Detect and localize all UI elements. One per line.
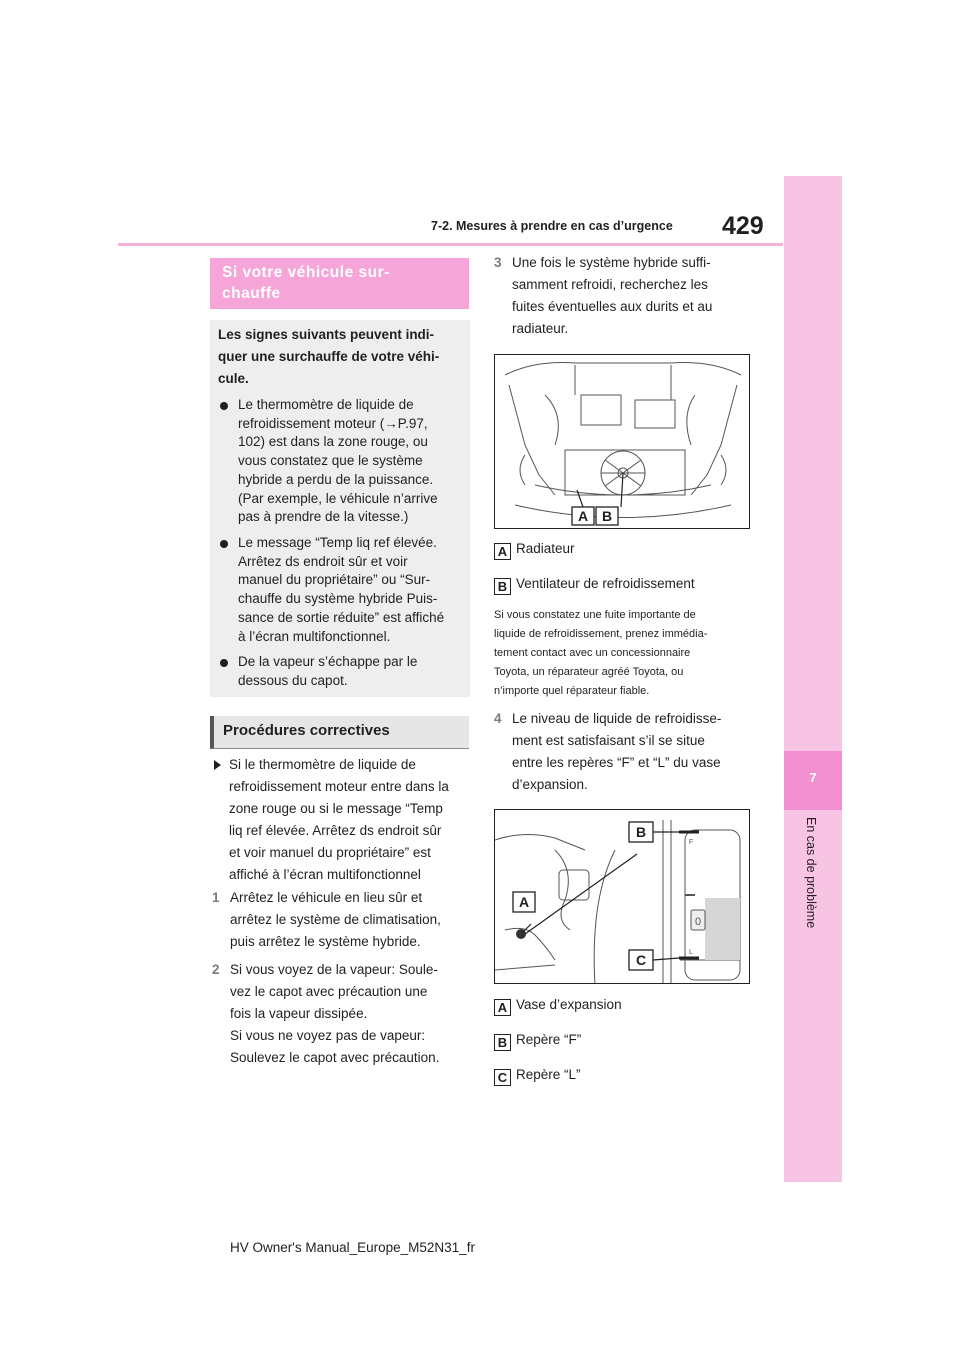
mark-l: L bbox=[689, 949, 693, 956]
step-3 bbox=[494, 252, 752, 340]
condition-line: affiché à l’écran multifonctionnel bbox=[229, 867, 421, 882]
step-line: Le niveau de liquide de refroidisse- bbox=[512, 711, 722, 726]
footer-manual-id: HV Owner's Manual_Europe_M52N31_fr bbox=[230, 1240, 475, 1255]
bullet-line: refroidissement moteur (→P.97, bbox=[238, 415, 428, 431]
engine-bay-illustration bbox=[494, 354, 750, 529]
legend-radiator bbox=[494, 540, 575, 560]
legend-text: Repère “F” bbox=[516, 1032, 582, 1047]
chapter-label bbox=[800, 817, 824, 987]
legend-text: Ventilateur de refroidissement bbox=[516, 576, 695, 591]
page-number: 429 bbox=[722, 212, 764, 240]
figure-label-c: C bbox=[635, 952, 647, 968]
step-1 bbox=[212, 887, 474, 953]
step-line: ment est satisfaisant s’il se situe bbox=[512, 733, 705, 748]
section-heading-line: Si votre véhicule sur- bbox=[222, 264, 390, 281]
legend-text: Repère “L” bbox=[516, 1067, 581, 1082]
warning-signs-box bbox=[210, 320, 470, 697]
bullet-line: vous constatez que le système bbox=[238, 453, 423, 469]
section-heading-overheat bbox=[210, 258, 469, 309]
step-line: samment refroidi, recherchez les bbox=[512, 277, 708, 292]
bullet-line: hybride a perdu de la puissance. bbox=[238, 471, 434, 487]
bullet-line: (Par exemple, le véhicule n’arrive bbox=[238, 490, 438, 506]
step-line: fuites éventuelles aux durits et au bbox=[512, 299, 713, 314]
figure-label-a: A bbox=[577, 508, 589, 524]
step-number: 3 bbox=[494, 255, 502, 270]
tank-digit: 0 bbox=[694, 916, 702, 928]
note-line: tement contact avec un concessionnaire bbox=[494, 647, 691, 659]
section-heading-line: chauffe bbox=[222, 285, 281, 302]
figure-label-b: B bbox=[601, 508, 613, 524]
triangle-arrow-icon bbox=[214, 760, 221, 770]
warning-bullet-message bbox=[220, 534, 462, 646]
warning-intro-line: cule. bbox=[218, 371, 249, 386]
step-number: 2 bbox=[212, 962, 220, 977]
bullet-line: Le thermomètre de liquide de bbox=[238, 397, 414, 412]
bullet-line: à l’écran multifonctionnel. bbox=[238, 628, 391, 644]
step-line: Si vous ne voyez pas de vapeur: bbox=[230, 1028, 426, 1043]
step-line: puis arrêtez le système hybride. bbox=[230, 934, 421, 949]
legend-expansion-tank bbox=[494, 996, 622, 1016]
step-line: d’expansion. bbox=[512, 777, 588, 792]
step-4 bbox=[494, 708, 752, 796]
step-line: fois la vapeur dissipée. bbox=[230, 1006, 368, 1021]
bullet-line: 102) est dans la zone rouge, ou bbox=[238, 434, 428, 450]
legend-key: A bbox=[494, 543, 511, 560]
legend-text: Vase d’expansion bbox=[516, 997, 622, 1012]
warning-bullet-thermometer bbox=[220, 396, 462, 527]
chapter-side-tab bbox=[784, 176, 842, 1182]
note-line: Toyota, un réparateur agréé Toyota, ou bbox=[494, 666, 684, 678]
leak-note bbox=[494, 606, 750, 701]
step-line: vez le capot avec précaution une bbox=[230, 984, 428, 999]
condition-line: et voir manuel du propriétaire” est bbox=[229, 845, 431, 860]
step-number: 4 bbox=[494, 711, 502, 726]
warning-intro-line: quer une surchauffe de votre véhi- bbox=[218, 349, 440, 364]
legend-key: C bbox=[494, 1069, 511, 1086]
warning-intro-line: Les signes suivants peuvent indi- bbox=[218, 327, 435, 342]
legend-key: A bbox=[494, 999, 511, 1016]
expansion-tank-illustration bbox=[494, 809, 750, 984]
bullet-line: sance de sortie réduite” est affiché bbox=[238, 609, 445, 625]
step-line: Soulevez le capot avec précaution. bbox=[230, 1050, 440, 1065]
step-number: 1 bbox=[212, 890, 220, 905]
condition-line: Si le thermomètre de liquide de bbox=[229, 757, 416, 772]
step-line: Une fois le système hybride suffi- bbox=[512, 255, 711, 270]
bullet-line: Le message “Temp liq ref élevée. bbox=[238, 535, 437, 550]
chapter-number: 7 bbox=[809, 770, 817, 785]
legend-text: Radiateur bbox=[516, 541, 575, 556]
step-line: arrêtez le système de climatisation, bbox=[230, 912, 441, 927]
engine-bay-drawing bbox=[495, 355, 750, 529]
bullet-line: chauffe du système hybride Puis- bbox=[238, 591, 438, 607]
header-divider bbox=[118, 243, 783, 246]
legend-mark-f bbox=[494, 1031, 581, 1051]
warning-bullet-steam bbox=[220, 653, 462, 690]
condition-line: liq ref élevée. Arrêtez ds endroit sûr bbox=[229, 823, 442, 838]
step-line: radiateur. bbox=[512, 321, 569, 336]
bullet-line: Arrêtez ds endroit sûr et voir bbox=[238, 553, 408, 569]
step-line: entre les repères “F” et “L” du vase bbox=[512, 755, 721, 770]
step-2 bbox=[212, 959, 474, 1069]
chapter-label-text: En cas de problème bbox=[804, 817, 818, 929]
note-line: liquide de refroidissement, prenez immédia- bbox=[494, 628, 708, 640]
note-line: Si vous constatez une fuite importante de bbox=[494, 609, 696, 621]
condition-item bbox=[212, 754, 472, 886]
bullet-line: manuel du propriétaire” ou “Sur- bbox=[238, 572, 431, 588]
condition-line: zone rouge ou si le message “Temp bbox=[229, 801, 443, 816]
bullet-line: dessous du capot. bbox=[238, 672, 348, 688]
step-line: Si vous voyez de la vapeur: Soule- bbox=[230, 962, 438, 977]
procedures-heading: Procédures correctives bbox=[210, 716, 469, 749]
figure-label-a: A bbox=[518, 894, 530, 910]
note-line: n’importe quel réparateur fiable. bbox=[494, 685, 650, 697]
legend-cooling-fan bbox=[494, 575, 695, 595]
legend-key: B bbox=[494, 1034, 511, 1051]
legend-mark-l bbox=[494, 1066, 581, 1086]
step-line: Arrêtez le véhicule en lieu sûr et bbox=[230, 890, 423, 905]
figure-label-b: B bbox=[635, 824, 647, 840]
bullet-line: De la vapeur s’échappe par le bbox=[238, 654, 418, 669]
expansion-tank-drawing bbox=[495, 810, 750, 984]
condition-line: refroidissement moteur entre dans la bbox=[229, 779, 449, 794]
legend-key: B bbox=[494, 578, 511, 595]
section-title: 7-2. Mesures à prendre en cas d’urgence bbox=[431, 219, 673, 233]
warning-intro bbox=[218, 324, 463, 390]
bullet-line: pas à prendre de la vitesse.) bbox=[238, 509, 409, 525]
mark-f: F bbox=[688, 839, 694, 846]
